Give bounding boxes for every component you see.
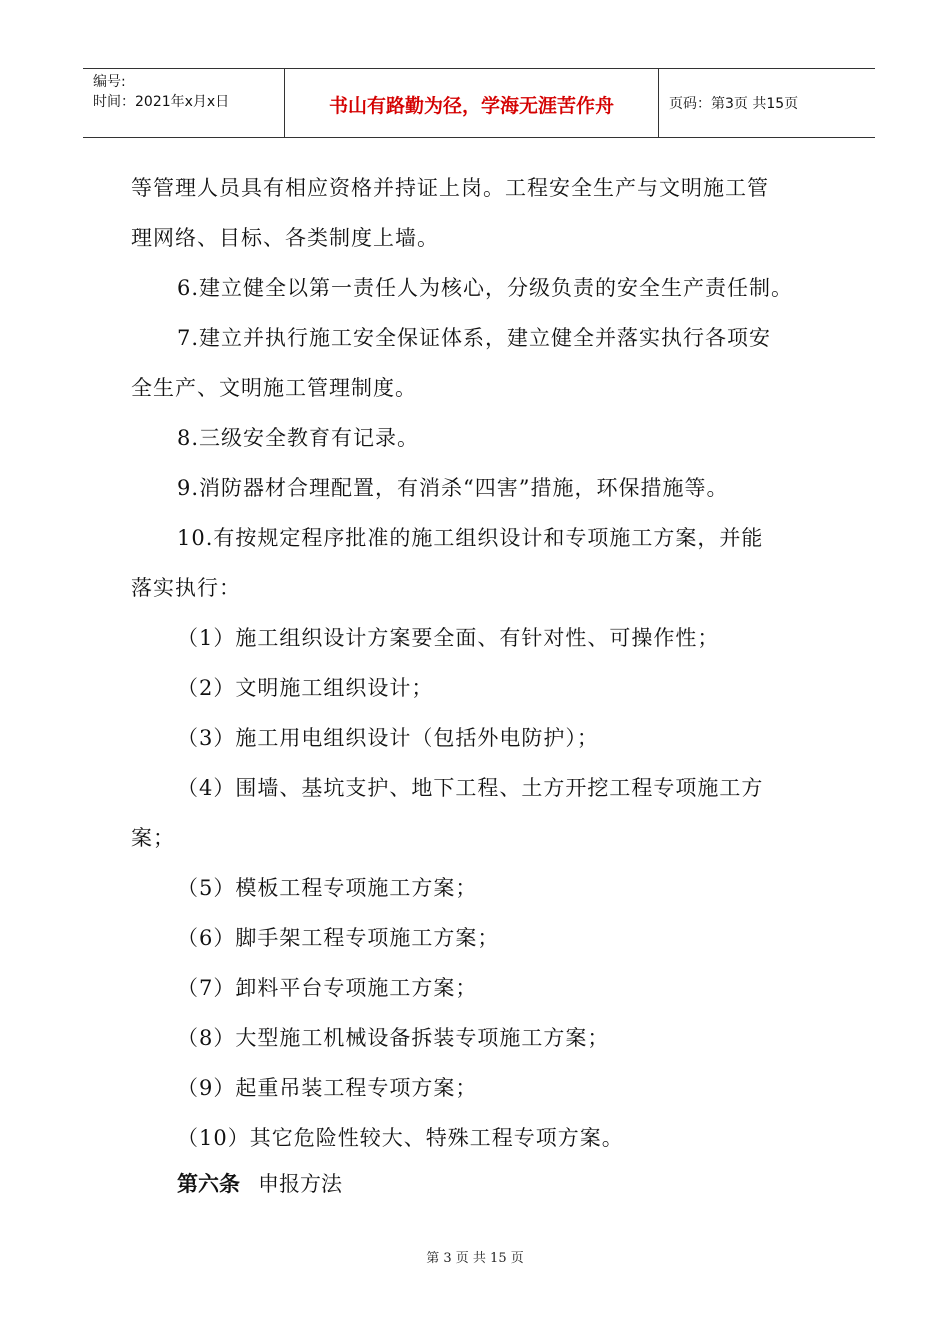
motto-text: 书山有路勤为径，学海无涯苦作舟 — [328, 95, 614, 117]
body-line: 全生产、文明施工管理制度。 — [131, 376, 417, 400]
date-line: 时间：2021年x月x日 — [93, 94, 230, 110]
body-line: 落实执行： — [131, 576, 241, 600]
list-item: （3）施工用电组织设计（包括外电防护）； — [177, 726, 599, 750]
body-line: 10.有按规定程序批准的施工组织设计和专项施工方案，并能 — [177, 526, 764, 550]
list-item: （1）施工组织设计方案要全面、有针对性、可操作性； — [177, 626, 720, 650]
list-item: （4）围墙、基坑支护、地下工程、土方开挖工程专项施工方 — [177, 776, 764, 800]
body-line: 7.建立并执行施工安全保证体系，建立健全并落实执行各项安 — [177, 326, 772, 350]
serial-label: 编号: — [93, 74, 126, 90]
header-motto-cell — [285, 69, 659, 137]
article-heading — [177, 1170, 342, 1198]
body-line: 理网络、目标、各类制度上墙。 — [131, 226, 439, 250]
list-item: （6）脚手架工程专项施工方案； — [177, 926, 500, 950]
header-meta-cell — [83, 69, 285, 137]
list-item: （5）模板工程专项施工方案； — [177, 876, 478, 900]
document-header — [83, 68, 875, 138]
article-title: 申报方法 — [258, 1172, 342, 1196]
list-item: （7）卸料平台专项施工方案； — [177, 976, 478, 1000]
body-line: 8.三级安全教育有记录。 — [177, 426, 420, 450]
header-page-cell — [659, 69, 875, 137]
body-line: 等管理人员具有相应资格并持证上岗。工程安全生产与文明施工管 — [131, 176, 769, 200]
footer-page-number: 第 3 页 共 15 页 — [426, 1251, 524, 1266]
list-item: （10）其它危险性较大、特殊工程专项方案。 — [177, 1126, 624, 1150]
body-line: 6.建立健全以第一责任人为核心，分级负责的安全生产责任制。 — [177, 276, 794, 300]
article-number: 第六条 — [177, 1172, 240, 1196]
list-item: （9）起重吊装工程专项方案； — [177, 1076, 478, 1100]
body-line: 9.消防器材合理配置，有消杀“四害”措施，环保措施等。 — [177, 476, 729, 500]
list-item: （2）文明施工组织设计； — [177, 676, 434, 700]
list-item-continuation: 案； — [131, 826, 175, 850]
header-page-info: 页码：第3页 共15页 — [669, 96, 799, 112]
list-item: （8）大型施工机械设备拆装专项施工方案； — [177, 1026, 610, 1050]
